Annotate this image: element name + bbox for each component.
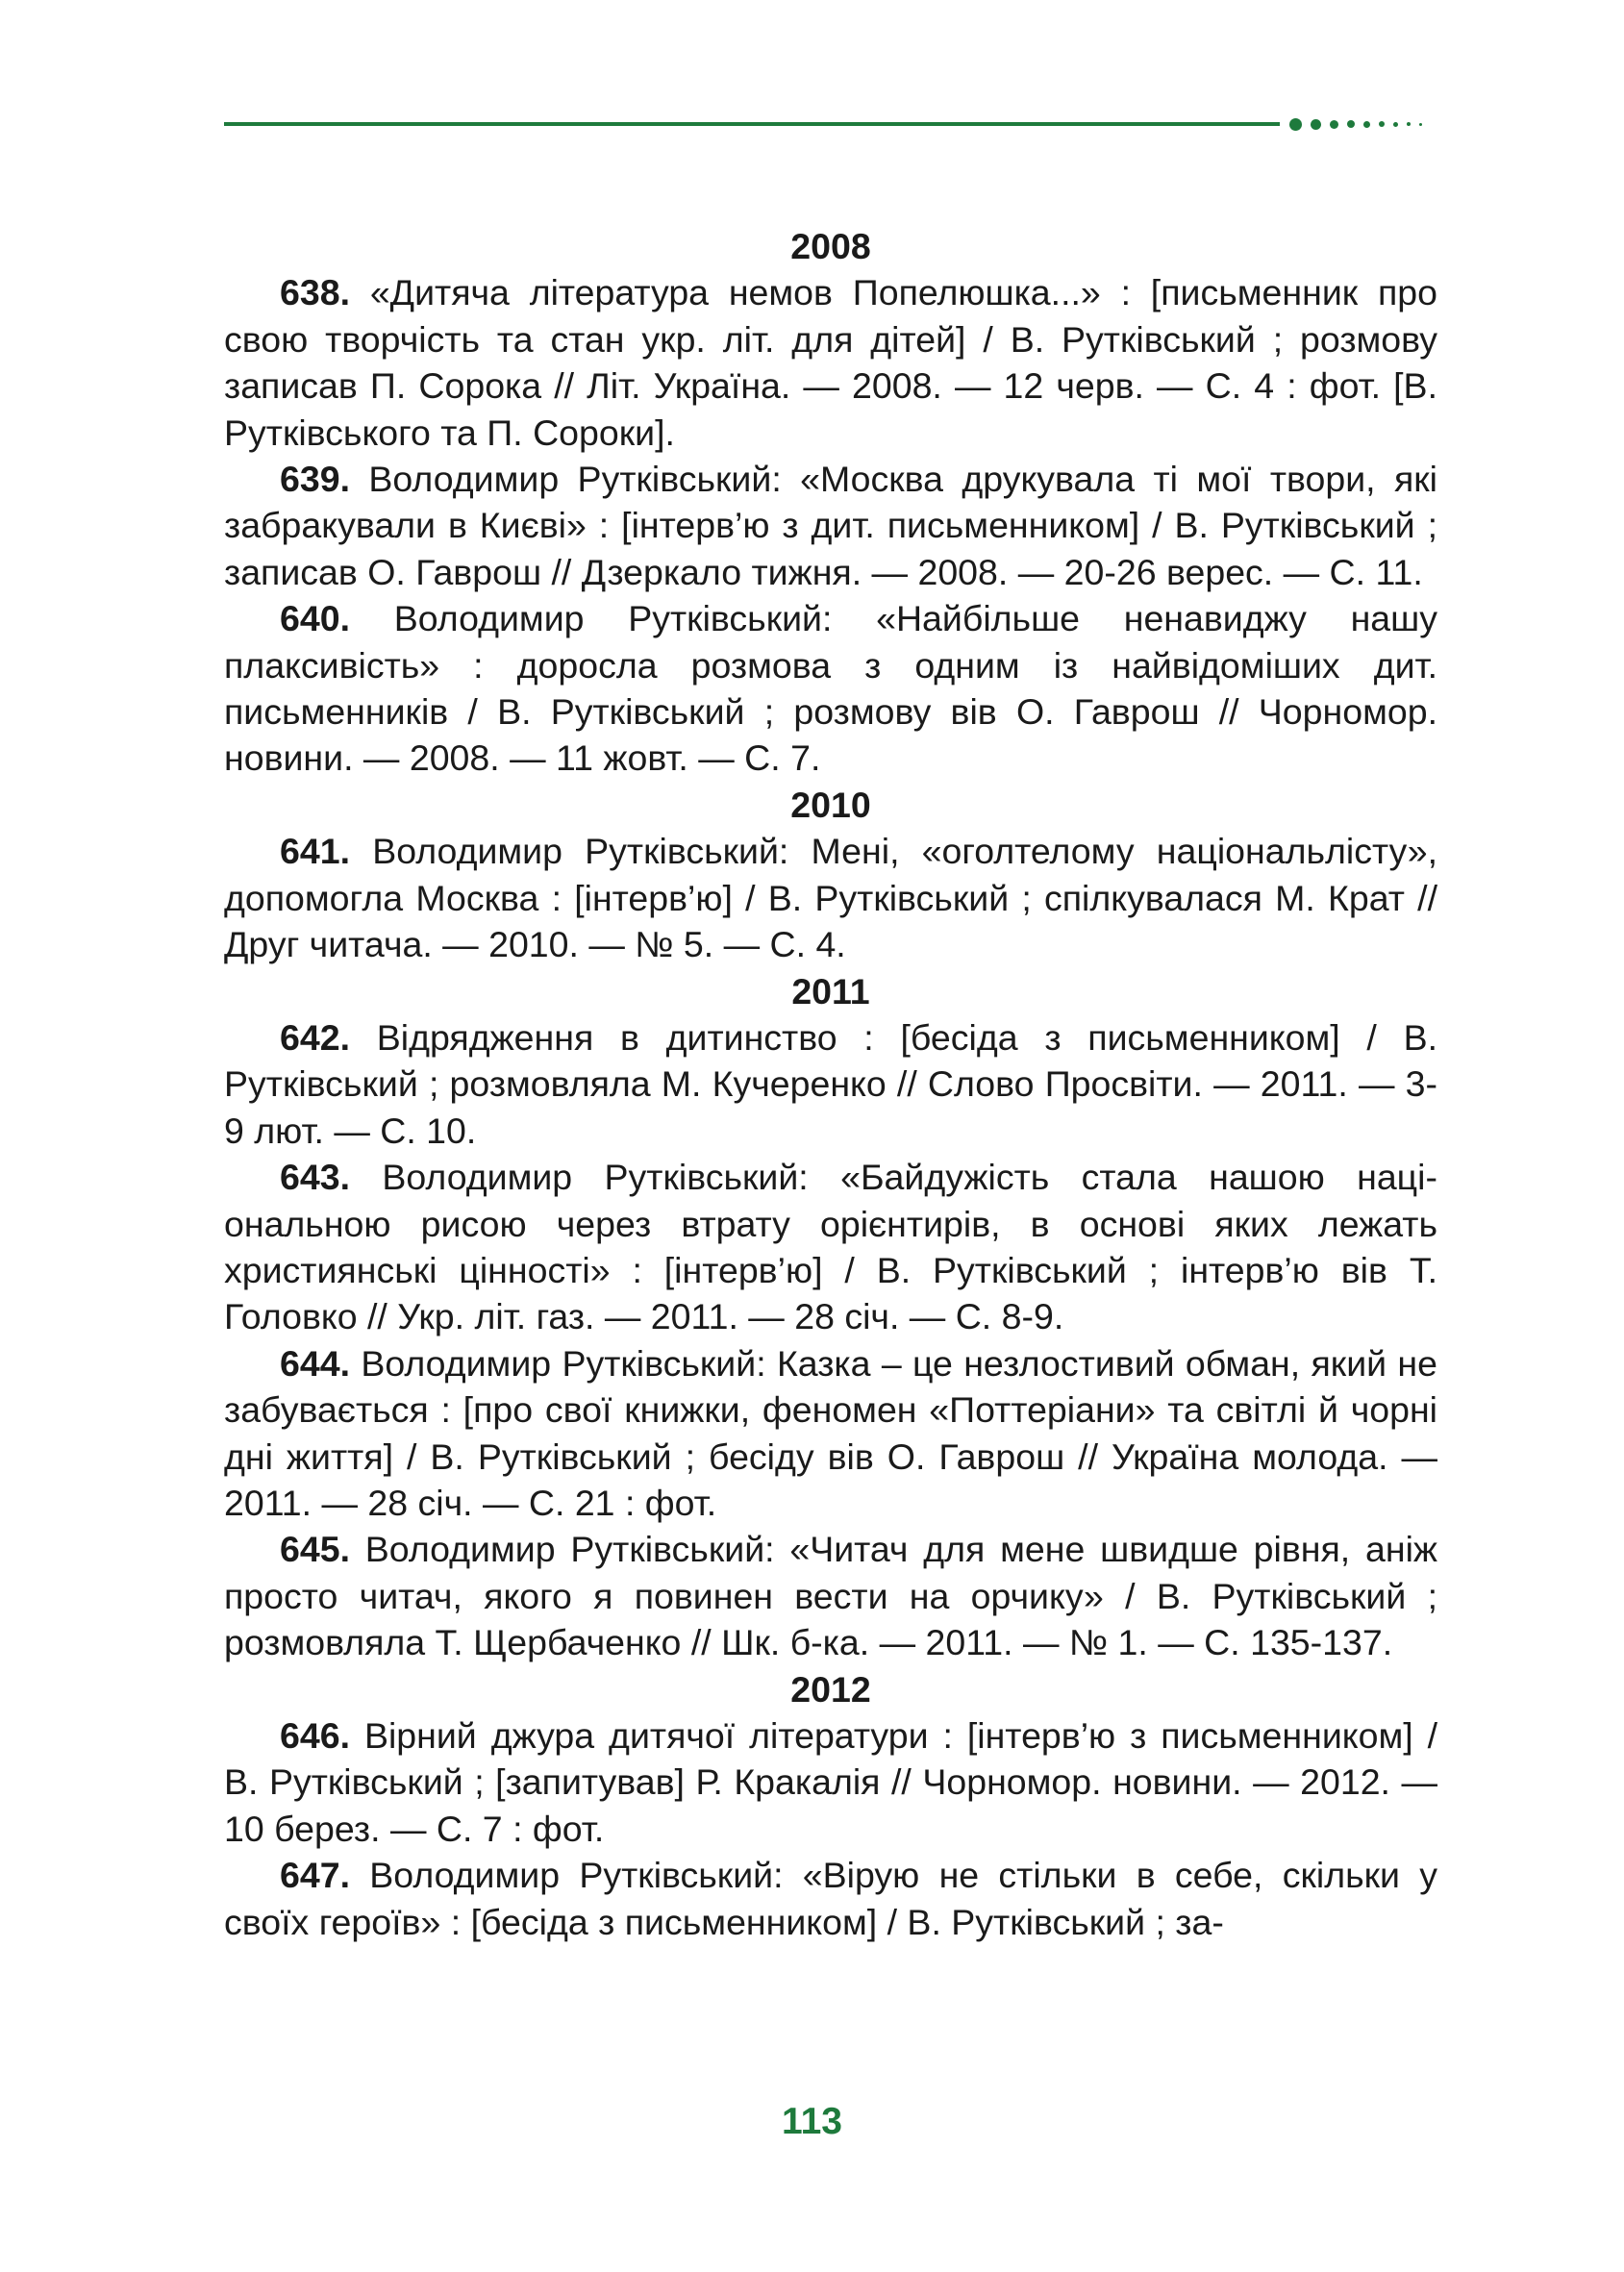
entry-number: 646.: [280, 1715, 350, 1756]
entry-text: Володимир Рутківський: Казка – це незлостивий обман, який не забувається : [про свої книжки, феномен «Поттеріани» та світлі й чорні дні життя] / В. Рутківський ; бесіду вів О. Гаврош // Україна молода. — 2011. — 28 січ. — С. 21 : фот.: [224, 1342, 1437, 1523]
year-heading: 2011: [791, 970, 870, 1011]
year-heading: 2010: [790, 784, 871, 825]
header-dot: [1347, 120, 1355, 128]
entry-text: Володимир Рутківський: «Байдужість стала нашою національною рисою через втрату орієнтирів, в основі яких лежать християнські цінності» : [інтерв’ю] / В. Рутківський ; інтерв’ю вів Т. Головко // Укр. літ. газ. — 2011. — 28 січ. — С. 8-9.: [224, 1157, 1437, 1337]
year-heading: 2008: [790, 226, 871, 266]
bibliography-entry: [224, 1154, 1437, 1340]
year-section-2012: [224, 1666, 1437, 1945]
entry-number: 645.: [280, 1529, 350, 1570]
entry-number: 639.: [280, 459, 350, 500]
header-dot: [1379, 121, 1385, 127]
entry-number: 644.: [280, 1342, 350, 1384]
bibliography-entry: [224, 1340, 1437, 1527]
bibliography-entry: [224, 595, 1437, 782]
page-number: 113: [782, 2101, 842, 2142]
header-dot: [1363, 121, 1370, 128]
header-line: [224, 122, 1280, 126]
entry-number: 640.: [280, 598, 350, 639]
year-section-2008: [224, 223, 1437, 782]
entry-text: Володимир Рутківський: «Найбільше ненавиджу нашу плаксивість» : доросла розмова з одним із найвідоміших дит. письменників / В. Рутківський ; розмову вів О. Гаврош // Чорномор. новини. — 2008. — 11 жовт. — С. 7.: [224, 598, 1437, 779]
entry-number: 641.: [280, 831, 350, 872]
header-dot: [1330, 120, 1338, 129]
bibliography-content: [224, 223, 1437, 1945]
entry-number: 642.: [280, 1016, 350, 1058]
header-dots: [1289, 117, 1422, 131]
header-dot: [1419, 123, 1422, 126]
entry-text: «Дитяча література немов Попелюшка...» : [письменник про свою творчість та стан укр. літ. для дітей] / В. Рутківський ; розмову записав П. Сорока // Літ. Україна. — 2008. — 12 черв. — С. 4 : фот. [В. Рутківського та П. Сороки].: [224, 272, 1437, 453]
entry-text: Відрядження в дитинство : [бесіда з письменником] / В. Рутківський ; розмовляла М. Кучеренко // Слово Просвіти. — 2011. — 3-9 лют. — С. 10.: [224, 1016, 1437, 1151]
bibliography-entry: [224, 1712, 1437, 1852]
year-section-2010: [224, 782, 1437, 968]
bibliography-entry: [224, 269, 1437, 456]
entry-text: Володимир Рутківський: «Москва друкувала ті мої твори, які забракували в Києві» : [інтерв’ю з дит. письменником] / В. Рутківський ; записав О. Гаврош // Дзеркало тижня. — 2008. — 20-26 верес. — С. 11.: [224, 459, 1438, 592]
entry-text: Володимир Рутківський: Мені, «оголтелому національлісту», допомогла Москва : [інтерв’ю] / В. Рутківський ; спілкувалася М. Крат // Друг читача. — 2010. — № 5. — С. 4.: [224, 831, 1438, 965]
bibliography-entry: [224, 1014, 1437, 1154]
header-dot: [1289, 118, 1302, 131]
entry-number: 647.: [280, 1855, 350, 1896]
entry-number: 643.: [280, 1157, 350, 1198]
entry-text: Володимир Рутківський: «Читач для мене швидше рівня, аніж просто читач, якого я повинен вести на орчику» / В. Рутківський ; розмовляла Т. Щербаченко // Шк. б-ка. — 2011. — № 1. — С. 135-137.: [224, 1529, 1437, 1663]
header-dot: [1311, 119, 1321, 130]
year-heading: 2012: [790, 1668, 871, 1710]
bibliography-entry: [224, 456, 1437, 595]
header-dot: [1393, 122, 1398, 127]
header-rule: [224, 117, 1437, 131]
entry-text: Вірний джура дитячої літератури : [інтерв’ю з письменником] / В. Рутківський ; [запитував] Р. Кракалія // Чорномор. новини. — 2012. — 10 берез. — С. 7 : фот.: [224, 1715, 1438, 1849]
entry-number: 638.: [280, 272, 350, 313]
bibliography-entry: [224, 1526, 1437, 1665]
header-dot: [1407, 122, 1411, 126]
bibliography-entry: [224, 828, 1437, 967]
year-section-2011: [224, 968, 1437, 1666]
entry-text: Володимир Рутківський: «Вірую не стільки в себе, скільки у своїх героїв» : [бесіда з письменником] / В. Рутківський ; за-: [224, 1855, 1438, 1942]
bibliography-entry: [224, 1852, 1437, 1945]
